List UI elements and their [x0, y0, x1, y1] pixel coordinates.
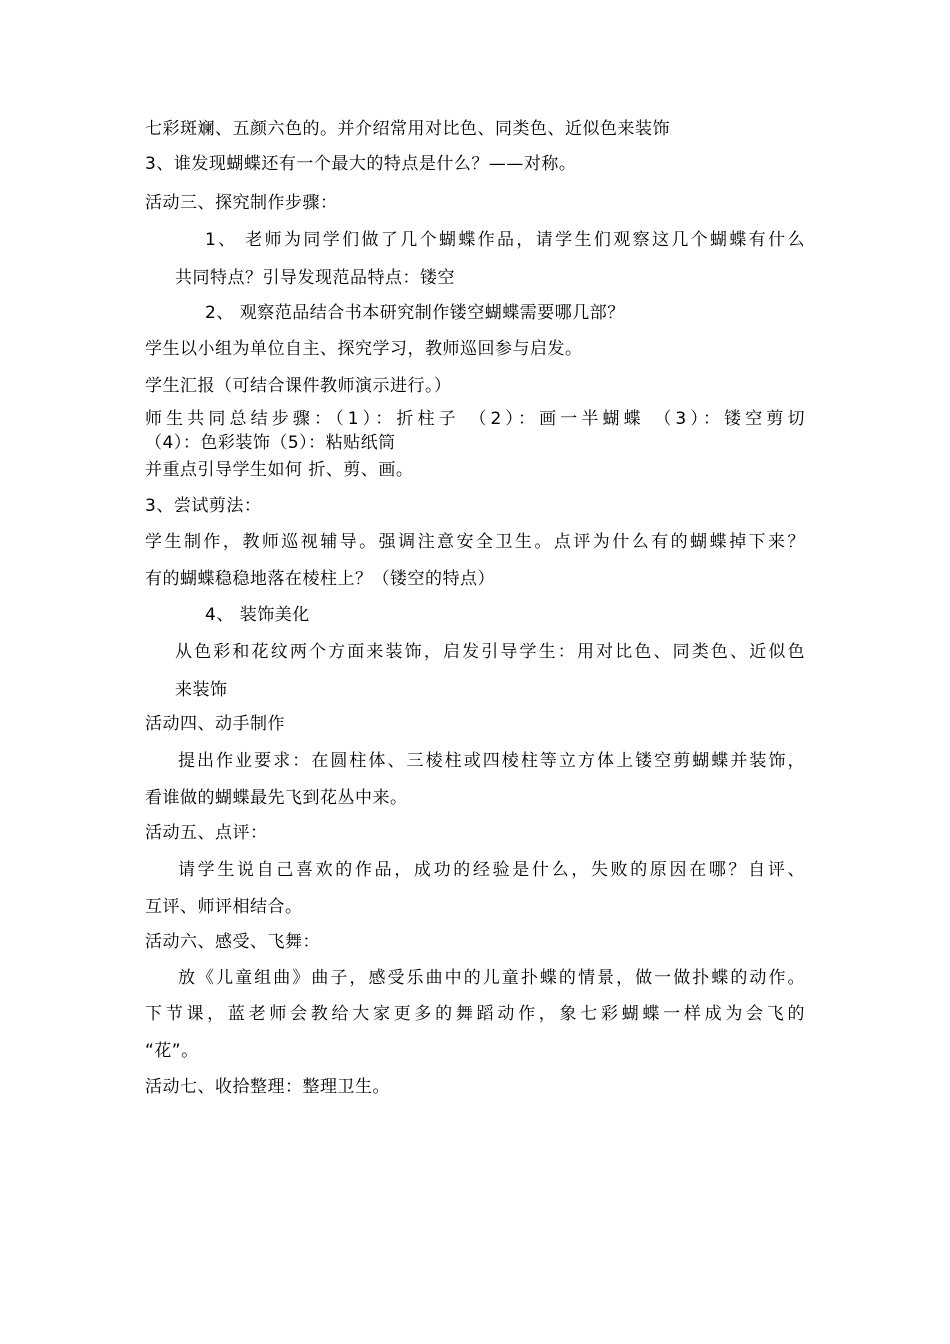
text-line: 学生汇报（可结合课件教师演示进行。） [145, 376, 452, 396]
text-line: 并重点引导学生如何 折、剪、画。 [145, 460, 414, 480]
section-heading: 活动五、点评： [145, 823, 268, 843]
text-line: 下节课，蓝老师会教给大家更多的舞蹈动作，象七彩蝴蝶一样成为会飞的 [145, 1004, 805, 1024]
text-line: 学生以小组为单位自主、探究学习，教师巡回参与启发。 [145, 339, 583, 359]
text-line: 请学生说自己喜欢的作品，成功的经验是什么，失败的原因在哪？自评、 [178, 860, 805, 880]
text-line: 共同特点？引导发现范品特点：镂空 [175, 268, 455, 288]
text-line: 3、尝试剪法： [145, 496, 262, 516]
section-heading: 活动七、收拾整理：整理卫生。 [145, 1077, 390, 1097]
text-line: 七彩斑斓、五颜六色的。并介绍常用对比色、同类色、近似色来装饰 [145, 119, 670, 139]
text-line: 从色彩和花纹两个方面来装饰，启发引导学生：用对比色、同类色、近似色 [175, 642, 805, 662]
section-heading: 活动四、动手制作 [145, 714, 285, 734]
text-line: 来装饰 [175, 680, 228, 700]
text-line: 学生制作，教师巡视辅导。强调注意安全卫生。点评为什么有的蝴蝶掉下来？ [145, 532, 805, 552]
text-line: 看谁做的蝴蝶最先飞到花丛中来。 [145, 788, 408, 808]
text-line: 师生共同总结步骤：（1）：折柱子 （2）：画一半蝴蝶 （3）：镂空剪切 [145, 409, 805, 429]
text-line: （4）：色彩装饰（5）：粘贴纸筒 [145, 433, 396, 453]
text-line: 4、 装饰美化 [205, 605, 310, 625]
text-line: 放《儿童组曲》曲子，感受乐曲中的儿童扑蝶的情景，做一做扑蝶的动作。 [178, 968, 805, 988]
text-line: “花”。 [145, 1041, 199, 1061]
text-line: 1、 老师为同学们做了几个蝴蝶作品，请学生们观察这几个蝴蝶有什么 [205, 230, 805, 250]
section-heading: 活动六、感受、飞舞： [145, 932, 320, 952]
text-line: 2、 观察范品结合书本研究制作镂空蝴蝶需要哪几部？ [205, 303, 625, 323]
text-line: 有的蝴蝶稳稳地落在棱柱上？（镂空的特点） [145, 569, 495, 589]
text-line: 互评、师评相结合。 [145, 897, 303, 917]
text-line: 3、谁发现蝴蝶还有一个最大的特点是什么？——对称。 [145, 154, 577, 174]
section-heading: 活动三、探究制作步骤： [145, 193, 338, 213]
text-line: 提出作业要求：在圆柱体、三棱柱或四棱柱等立方体上镂空剪蝴蝶并装饰， [178, 751, 805, 771]
